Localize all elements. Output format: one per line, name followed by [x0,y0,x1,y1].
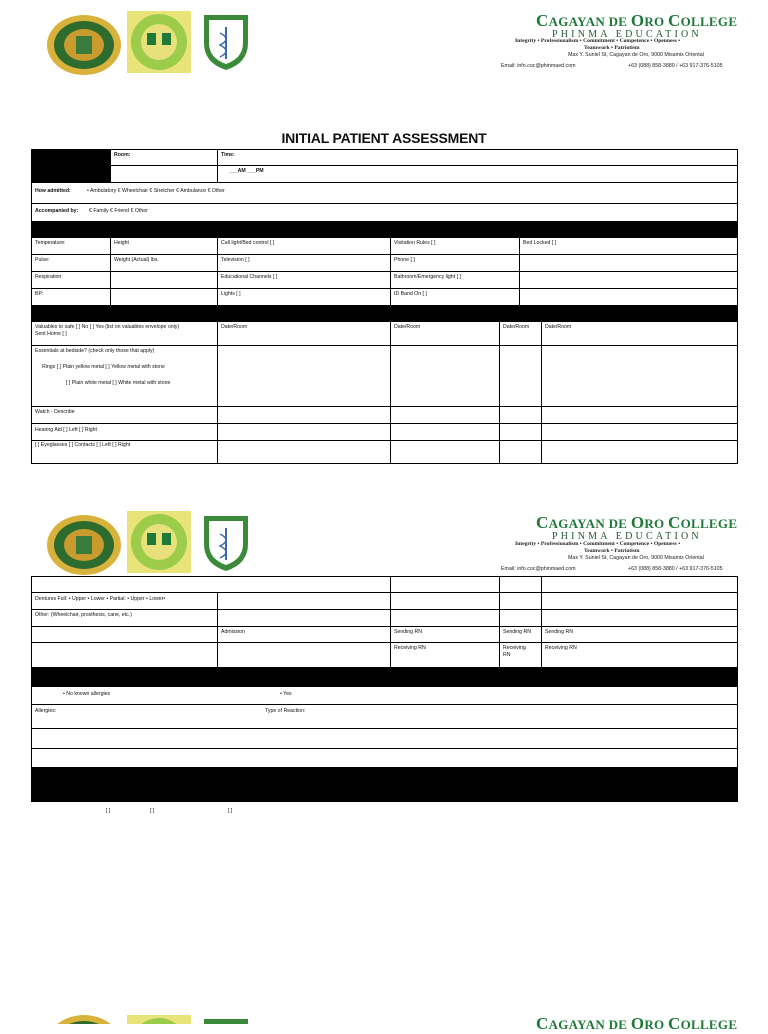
eyeglasses-row [32,441,737,463]
bed-locked-check[interactable]: Bed Locked [ ] [523,240,557,246]
temperature-label: Temperature: [35,240,66,246]
no-known-allergies-option[interactable]: • No known allergies [63,691,111,697]
watch-row [32,407,737,424]
allergies-blank-row [32,729,737,749]
checkbox-3[interactable]: [ ] [228,808,233,814]
receiving-rn-label: Receiving RN [545,645,577,651]
height-label: Height [114,240,129,246]
college-seal-logo [46,514,122,576]
email: Email: info.coc@phinmaed.com [501,63,576,69]
form-row-accompanied [32,204,737,222]
id-band-check[interactable]: ID Band On [ ] [394,291,427,297]
sent-home-check[interactable]: Sent Home [ ] [35,331,67,337]
other-aids-row [32,610,737,627]
how-admitted-options[interactable]: • Ambulatory € Wheelchair € Stretcher € Ambulance € Other [87,188,225,194]
college-name: CAGAYAN DE ORO COLLEGE [536,513,738,532]
allergies-label: Allergies: [35,708,57,714]
ampm-field[interactable]: ___AM ___PM [229,168,264,174]
hearing-aid-row [32,424,737,441]
vitals-row-4 [32,289,737,306]
receiving-row [32,643,737,668]
reaction-label: Type of Reaction: [265,708,306,714]
rings-check[interactable]: Rings [ ] Plain yellow metal [ ] Yellow metal with stone [42,364,165,370]
admission-row [32,627,737,643]
accompanied-options[interactable]: € Family € Friend € Other [89,208,148,214]
date-room-label: Date/Room [503,324,530,330]
time-label: Time: [221,152,235,158]
section-bar-black [32,306,737,322]
bp-label: BP: [35,291,44,297]
pulse-label: Pulse: [35,257,50,263]
dentures-options[interactable]: Dentures Full: • Upper • Lower • Partial: • Upper • Lower• [35,596,166,602]
watch-label: Watch - Describe [35,409,75,415]
phinma-education: PHINMA EDUCATION [552,29,702,40]
rings-white-check[interactable]: [ ] Plain white metal [ ] White metal with stone [66,380,171,386]
date-room-label: Date/Room [545,324,572,330]
sending-rn-label: Sending RN [394,629,422,635]
nursing-seal-logo [127,1015,191,1024]
room-label: Room: [114,152,131,158]
nursing-shield-logo [202,13,250,71]
college-seal-logo [46,1014,122,1024]
values-line-2: Teamwork • Patriotism [584,45,640,51]
phone-numbers: +63 (088) 858-3880 / +63 917-376-5105 [628,63,723,69]
page-title: INITIAL PATIENT ASSESSMENT [281,130,487,146]
call-light-check[interactable]: Call light/Bed control [ ] [221,240,275,246]
vitals-row-2 [32,255,737,272]
date-room-label: Date/Room [394,324,421,330]
dentures-row [32,593,737,610]
form-row-room-time [32,150,737,166]
educational-check[interactable]: Educational Channels [ ] [221,274,278,280]
allergies-blank-row [32,749,737,768]
phone-numbers: +63 (088) 858-3880 / +63 917-376-5105 [628,566,723,572]
form-row-how-admitted [32,183,737,204]
essentials-label: Essentials at bedside? (check only those that apply) [35,348,155,354]
vitals-row-3 [32,272,737,289]
vitals-row-1 [32,238,737,255]
checkbox-1[interactable]: [ ] [106,808,111,814]
weight-label: Weight (Actual) lbs. [114,257,159,263]
admission-label: Admission [221,629,245,635]
receiving-rn-label: Receiving [503,645,526,651]
date-room-label: Date/Room [221,324,248,330]
other-aids-label: Other: (Wheelchair, prosthesis, cane, etc.) [35,612,132,618]
section-bar-black [32,768,737,801]
visitation-check[interactable]: Visitation Rules [ ] [394,240,436,246]
respiration-label: Respiration: [35,274,63,280]
phinma-education: PHINMA EDUCATION [552,531,702,542]
assessment-form-1 [31,149,738,464]
allergies-yes-option[interactable]: • Yes [280,691,292,697]
section-bar-black [32,668,737,687]
form2-row-top [32,577,737,593]
how-admitted-label: How admitted: [35,188,71,194]
receiving-rn-label: Receiving RN [394,645,426,651]
nursing-shield-logo [202,514,250,572]
black-label-cell [32,150,111,165]
accompanied-label: Accompanied by: [35,208,79,214]
form-row-ampm [32,166,737,183]
lights-check[interactable]: Lights [ ] [221,291,241,297]
email: Email: info.coc@phinmaed.com [501,566,576,572]
allergy-status-row [32,687,737,705]
sending-rn-label: Sending RN [545,629,573,635]
phone-check[interactable]: Phone [ ] [394,257,415,263]
bathroom-check[interactable]: Bathroom/Emergency light [ ] [394,274,461,280]
college-name: CAGAYAN DE ORO COLLEGE [536,1014,738,1033]
assessment-form-2 [31,576,738,802]
checkbox-2[interactable]: [ ] [150,808,155,814]
nursing-shield-logo [202,1017,250,1024]
eyeglasses-check[interactable]: [ ] Eyeglasses [ ] Contacts [ ] Left [ ] Right [35,442,131,448]
address: Max Y. Suniel St, Cagayan de Oro, 9000 Misamis Oriental [568,555,704,561]
valuables-check[interactable]: Valuables to safe [ ] No [ ] Yes (list on valuables envelope only) [35,324,180,330]
hearing-aid-check[interactable]: Hearing Aid [ ] Left [ ] Right [35,427,97,433]
allergies-row [32,705,737,729]
values-line-2: Teamwork • Patriotism [584,548,640,554]
receiving-rn-label: RN [503,652,511,658]
sending-rn-label: Sending RN [503,629,531,635]
values-line-1: Integrity • Professionalism • Commitment • Competence • Openness • [515,38,681,44]
nursing-seal-logo [127,11,191,73]
college-seal-logo [46,14,122,76]
values-line-1: Integrity • Professionalism • Commitment • Competence • Openness • [515,541,681,547]
valuables-row [32,322,737,346]
college-name: CAGAYAN DE ORO COLLEGE [536,11,738,30]
section-bar-black [32,222,737,238]
television-check[interactable]: Television [ ] [221,257,250,263]
nursing-seal-logo [127,511,191,573]
address: Max Y. Suniel St, Cagayan de Oro, 9000 Misamis Oriental [568,52,704,58]
essentials-row [32,346,737,407]
